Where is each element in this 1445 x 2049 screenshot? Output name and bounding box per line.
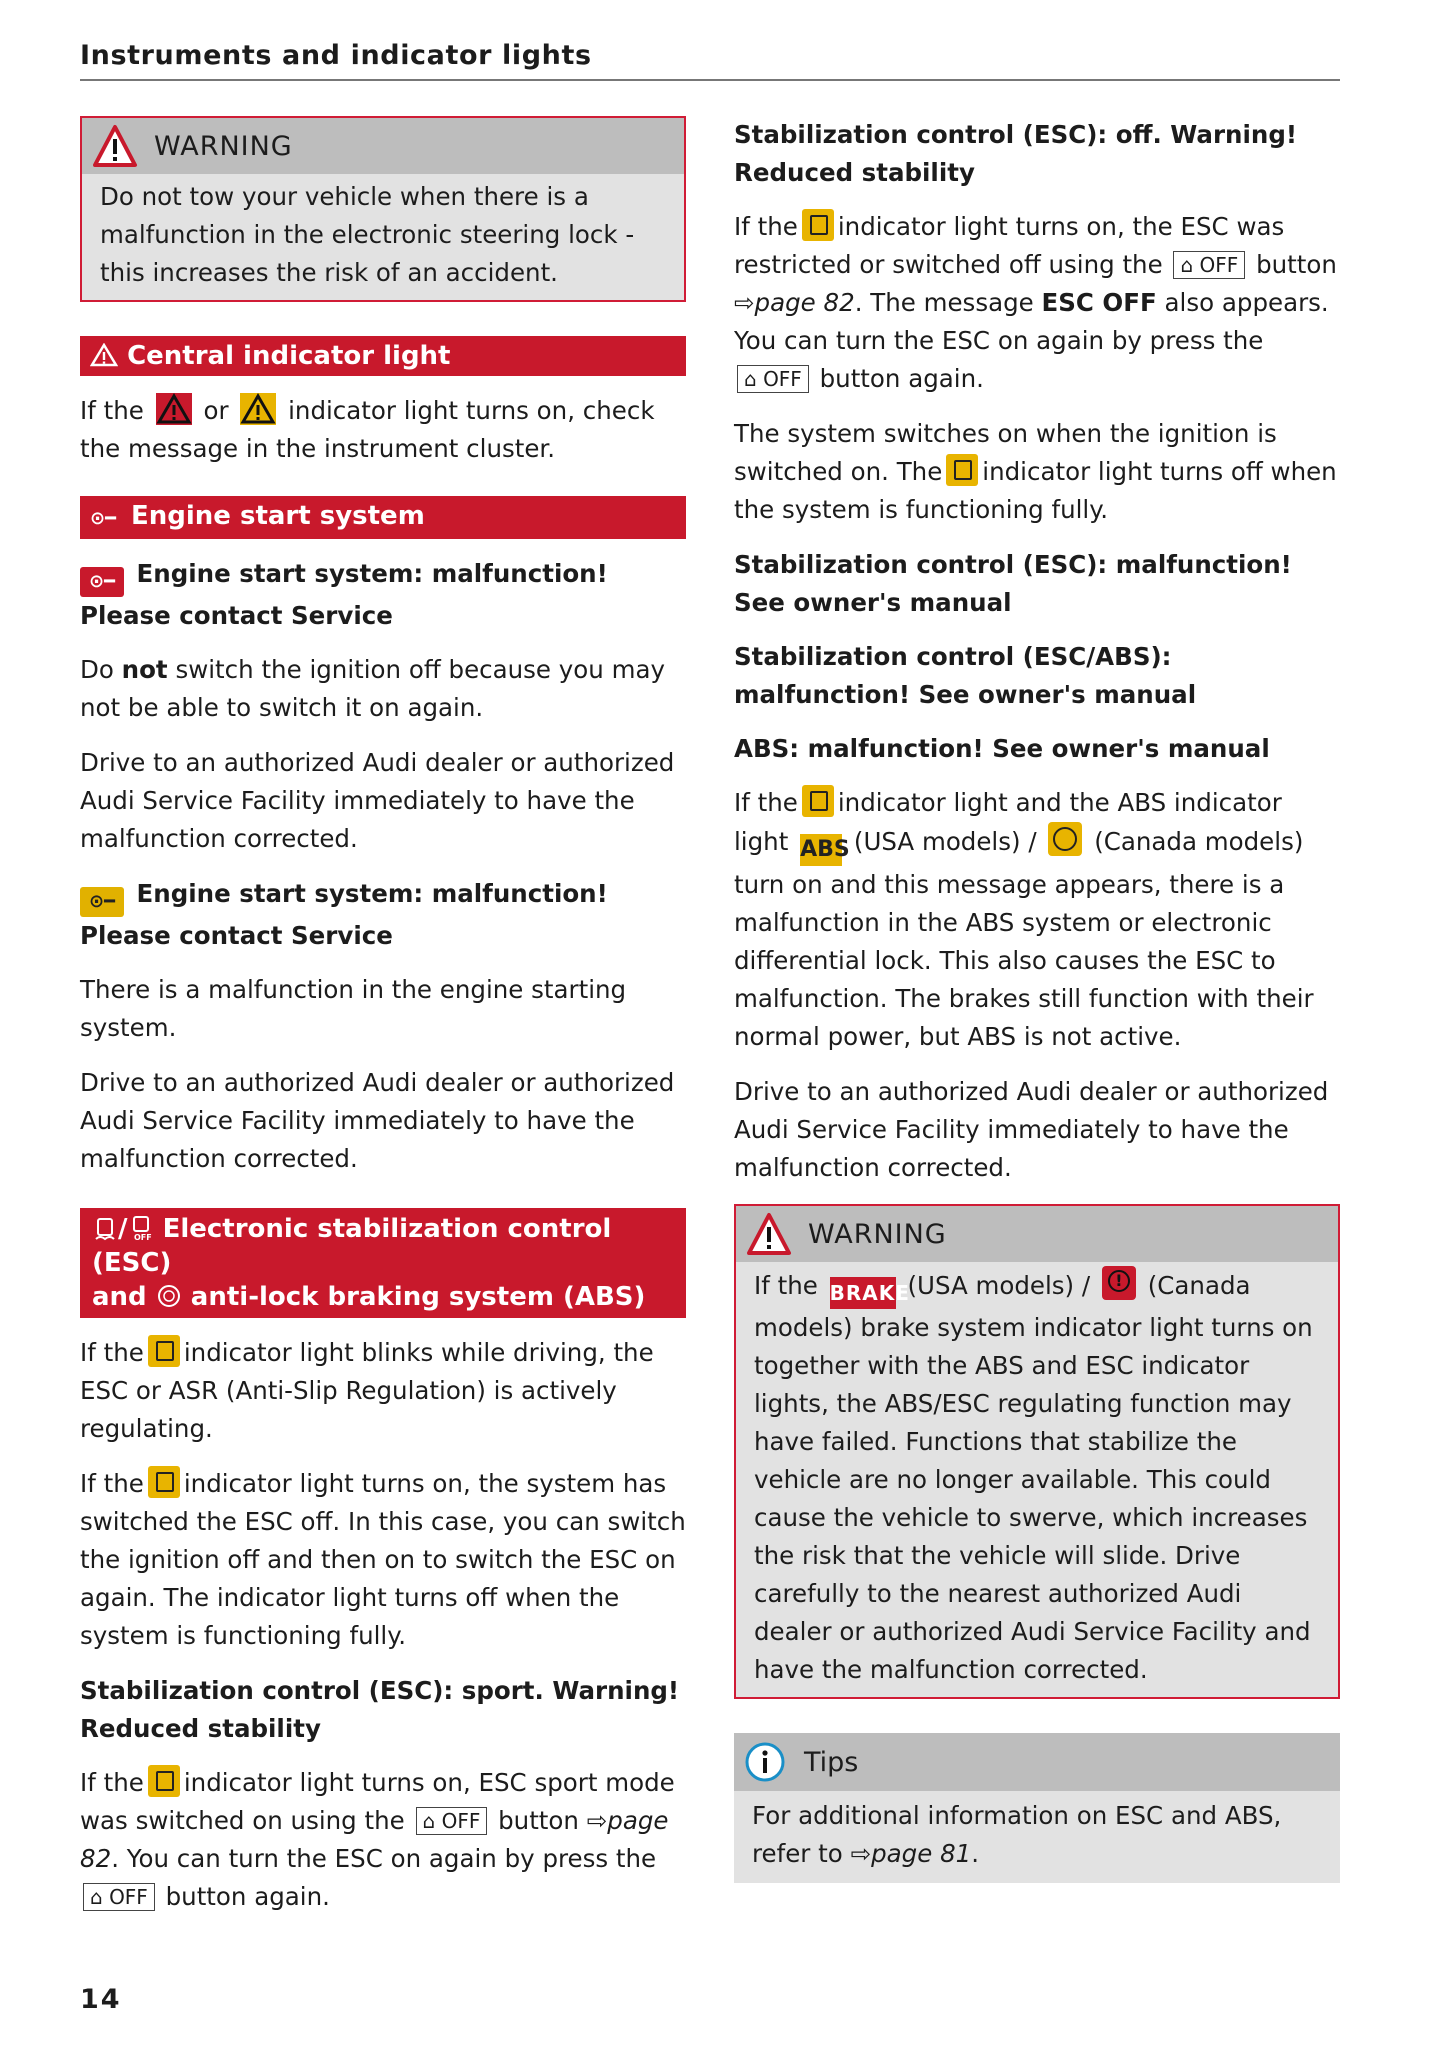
- esc-off-button-symbol: ⌂ OFF: [737, 365, 809, 393]
- subheading-engine-yellow: ⊙━ Engine start system: malfunction! Please contact Service: [80, 879, 608, 950]
- page-number: 14: [80, 1984, 122, 2015]
- warning-label: WARNING: [154, 130, 293, 162]
- subheading-esc-sport: Stabilization control (ESC): sport. Warning! Reduced stability: [80, 1676, 680, 1743]
- esc-off-indicator-icon: [148, 1765, 180, 1797]
- red-warning-indicator-icon: [156, 393, 192, 425]
- abs-circle-icon: [156, 1283, 182, 1309]
- brake-canada-indicator-icon: [1102, 1266, 1136, 1300]
- arrow-icon: ⇨: [850, 1839, 872, 1868]
- section-title-line2: anti-lock braking system (ABS): [190, 1282, 646, 1312]
- yellow-warning-indicator-icon: [240, 393, 276, 425]
- page-header-title: Instruments and indicator lights: [80, 40, 592, 71]
- abs-canada-indicator-icon: [1048, 822, 1082, 856]
- paragraph: There is a malfunction in the engine starting system.: [80, 975, 627, 1042]
- warning-triangle-icon: [92, 124, 138, 168]
- section-title-line1: Electronic stabilization control (ESC): [92, 1214, 612, 1278]
- warning-text: Do not tow your vehicle when there is a malfunction in the electronic steering lock - this increases the risk of an accident.: [100, 182, 635, 287]
- right-column: [734, 116, 1340, 1883]
- esc-indicator-icon: [148, 1335, 180, 1367]
- esc-off-button-symbol: ⌂ OFF: [1173, 251, 1245, 279]
- paragraph: If the indicator light turns on, the system has switched the ESC off. In this case, you can switch the ignition off and then on to switch the ESC on again. The indicator light turns off when the system is functioning fully.: [80, 1465, 686, 1655]
- esc-off-button-symbol: ⌂ OFF: [83, 1883, 155, 1911]
- paragraph: Drive to an authorized Audi dealer or authorized Audi Service Facility immediately to have the malfunction corrected.: [80, 1068, 675, 1173]
- paragraph: If the indicator light and the ABS indicator light ABS (USA models) / (Canada models) turn on and this message appears, there is a malfunction in the ABS system or electronic differential lock. This also causes the ESC to malfunction. The brakes still function with their normal power, but ABS is not active.: [734, 784, 1340, 1056]
- warning-header: [736, 1206, 1338, 1262]
- esc-icon: [92, 1215, 118, 1241]
- paragraph: If the indicator light blinks while driving, the ESC or ASR (Anti-Slip Regulation) is actively regulating.: [80, 1334, 686, 1448]
- page-reference[interactable]: page 81: [871, 1839, 972, 1868]
- warning-header: [82, 118, 684, 174]
- left-column: [80, 116, 686, 1933]
- subheading-engine-red: ⊙━ Engine start system: malfunction! Please contact Service: [80, 559, 608, 630]
- warning-box-steering-lock: [80, 116, 686, 302]
- paragraph: If the indicator light turns on, the ESC was restricted or switched off using the ⌂ OFF button ⇨page 82. The message ESC OFF also appears. You can turn the ESC on again by press the ⌂ OFF button again.: [734, 208, 1340, 398]
- paragraph: Drive to an authorized Audi dealer or authorized Audi Service Facility immediately to have the malfunction corrected.: [80, 748, 675, 853]
- header-divider: [80, 79, 1340, 81]
- page-reference[interactable]: page 82: [80, 1806, 669, 1873]
- tips-box: [734, 1733, 1340, 1883]
- section-esc-abs: / OFF Electronic stabilization control (ESC) and anti-lock braking system (ABS): [80, 1208, 686, 1318]
- subheading-esc-off: Stabilization control (ESC): off. Warning! Reduced stability: [734, 120, 1298, 187]
- esc-off-indicator-icon: [946, 454, 978, 486]
- arrow-icon: ⇨: [734, 288, 755, 317]
- warning-box-brake: [734, 1204, 1340, 1699]
- paragraph: If the indicator light turns on, ESC sport mode was switched on using the ⌂ OFF button ⇨page 82. You can turn the ESC on again by press the ⌂ OFF button again.: [80, 1764, 686, 1916]
- warning-triangle-icon: [90, 343, 118, 367]
- section-title: Central indicator light: [127, 341, 451, 371]
- paragraph: If the or indicator light turns on, check the message in the instrument cluster.: [80, 392, 686, 468]
- subheading-esc-abs-malfunction: Stabilization control (ESC/ABS): malfunction! See owner's manual: [734, 642, 1197, 709]
- warning-label: WARNING: [808, 1218, 947, 1250]
- esc-off-indicator-icon: [802, 209, 834, 241]
- warning-text: If the BRAKE (USA models) / ! (Canada models) brake system indicator light turns on together with the ABS and ESC indicator lights, the ABS/ESC regulating function may have failed. Functions that stabilize the vehicle are no longer available. This could cause the vehicle to swerve, which increases the risk that the vehicle will slide. Drive carefully to the nearest authorized Audi dealer or authorized Audi Service Facility and have the malfunction corrected.: [754, 1266, 1320, 1689]
- tips-text: For additional information on ESC and ABS, refer to ⇨page 81.: [752, 1801, 1282, 1868]
- tips-label: Tips: [804, 1746, 859, 1778]
- warning-triangle-icon: [746, 1212, 792, 1256]
- esc-indicator-icon: [802, 785, 834, 817]
- esc-off-indicator-icon: [148, 1466, 180, 1498]
- page-reference[interactable]: page 82: [754, 288, 855, 317]
- info-icon: [744, 1741, 786, 1783]
- esc-off-icon: [128, 1215, 154, 1241]
- svg-text:OFF: OFF: [133, 1233, 152, 1241]
- subheading-abs-malfunction: ABS: malfunction! See owner's manual: [734, 734, 1270, 763]
- paragraph: Drive to an authorized Audi dealer or authorized Audi Service Facility immediately to have the malfunction corrected.: [734, 1077, 1329, 1182]
- brake-usa-indicator-icon: BRAKE: [830, 1277, 896, 1309]
- subheading-esc-malfunction: Stabilization control (ESC): malfunction! See owner's manual: [734, 550, 1292, 617]
- paragraph: Do not switch the ignition off because you may not be able to switch it on again.: [80, 655, 665, 722]
- tips-header: [734, 1733, 1340, 1791]
- abs-usa-indicator-icon: ABS: [800, 834, 842, 866]
- arrow-icon: ⇨: [586, 1806, 608, 1835]
- section-title: Engine start system: [130, 501, 425, 531]
- esc-off-button-symbol: ⌂ OFF: [416, 1807, 488, 1835]
- section-central-indicator: [80, 336, 686, 376]
- manual-page: [80, 0, 1340, 2049]
- section-engine-start: [80, 496, 686, 539]
- engine-key-red-icon: ⊙━: [80, 567, 124, 597]
- paragraph: The system switches on when the ignition is switched on. The indicator light turns off when the system is functioning fully.: [734, 419, 1337, 524]
- engine-key-yellow-icon: ⊙━: [80, 887, 124, 917]
- engine-key-icon: ⊙━: [90, 508, 116, 529]
